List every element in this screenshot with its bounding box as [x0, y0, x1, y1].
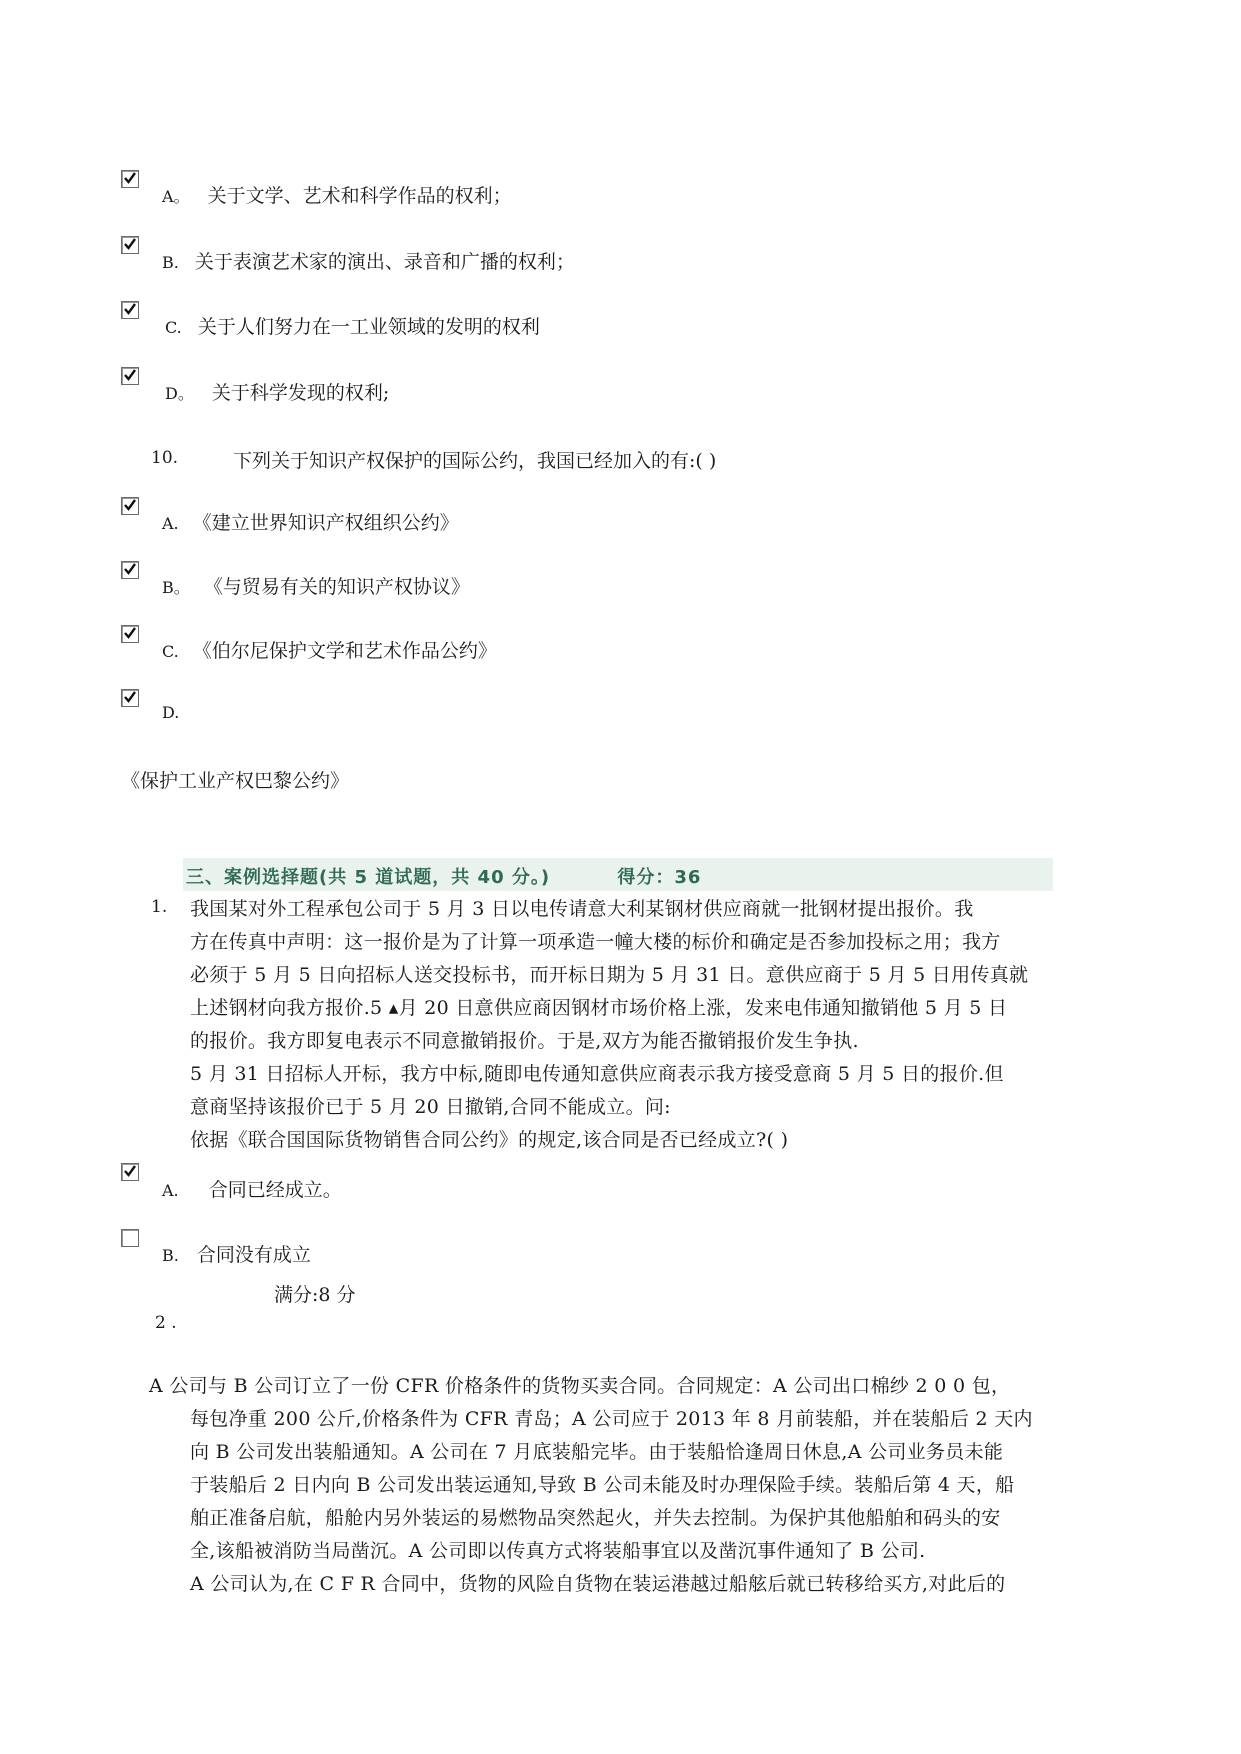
checkbox-option-b[interactable]	[121, 561, 139, 579]
option-d-continuation: 《保护工业产权巴黎公约》	[121, 770, 350, 792]
option-text: 关于表演艺术家的演出、录音和广播的权利；	[194, 251, 575, 273]
case-line: 必须于 5 月 5 日向招标人送交投标书，而开标日期为 5 月 31 日。意供应商于 5 月 5 日用传真就	[190, 964, 1029, 986]
option-letter: A.	[162, 514, 179, 533]
option-b	[162, 572, 470, 599]
option-letter: B.	[162, 253, 179, 272]
case-line: A 公司认为,在 C F R 合同中，货物的风险自货物在装运港越过船舷后就已转移给买方,对此后的	[190, 1573, 1006, 1595]
option-c	[165, 312, 540, 339]
case-line: 依据《联合国国际货物销售合同公约》的规定,该合同是否已经成立?( )	[190, 1129, 789, 1151]
case-line: 5 月 31 日招标人开标，我方中标,随即电传通知意供应商表示我方接受意商 5 月 5 日的报价.但	[190, 1063, 1004, 1085]
option-text: 《与贸易有关的知识产权协议》	[203, 576, 470, 598]
option-a	[162, 181, 512, 208]
option-letter: D.	[162, 703, 180, 722]
case-number: 2 .	[155, 1313, 177, 1333]
case-line: 意商坚持该报价已于 5 月 20 日撤销,合同不能成立。问:	[190, 1096, 671, 1118]
option-a	[162, 1175, 342, 1202]
case-line: 上述钢材向我方报价.5 ▴月 20 日意供应商因钢材市场价格上涨，发来电伟通知撤销他 5 月 5 日	[190, 997, 1008, 1019]
option-letter: C.	[165, 318, 182, 337]
question-text: 下列关于知识产权保护的国际公约，我国已经加入的有:( )	[233, 450, 717, 472]
option-letter: D。	[165, 384, 194, 403]
case-line: 于装船后 2 日内向 B 公司发出装运通知,导致 B 公司未能及时办理保险手续。装船后第 4 天，船	[190, 1474, 1015, 1496]
case-line: A 公司与 B 公司订立了一份 CFR 价格条件的货物买卖合同。合同规定：A 公司出口棉纱 2 0 0 包，	[149, 1375, 1011, 1397]
section-title-text: 三、案例选择题(共 5 道试题，共 40 分。)	[186, 867, 551, 888]
option-text: 关于文学、艺术和科学作品的权利；	[207, 185, 512, 207]
checkbox-option-b[interactable]	[121, 236, 139, 254]
option-text: 关于人们努力在一工业领域的发明的权利	[197, 316, 540, 338]
case-line: 向 B 公司发出装船通知。A 公司在 7 月底装船完毕。由于装船恰逢周日休息,A 公司业务员未能	[190, 1441, 1004, 1463]
case-line: 舶正准备启航，船舱内另外装运的易燃物品突然起火，并失去控制。为保护其他船舶和码头的安	[190, 1507, 1001, 1529]
case-line: 的报价。我方即复电表示不同意撤销报价。于是,双方为能否撤销报价发生争执.	[190, 1030, 859, 1052]
option-d	[165, 378, 389, 405]
section-score: 得分：36	[617, 867, 702, 888]
checkbox-option-c[interactable]	[121, 301, 139, 319]
checkbox-option-c[interactable]	[121, 625, 139, 643]
option-letter: C.	[162, 642, 179, 661]
option-c	[162, 636, 497, 663]
option-letter: A.	[162, 1181, 179, 1200]
option-text: 《建立世界知识产权组织公约》	[192, 512, 459, 534]
case-line: 方在传真中声明：这一报价是为了计算一项承造一幢大楼的标价和确定是否参加投标之用；我方	[190, 931, 1001, 953]
option-letter: B.	[162, 1246, 179, 1265]
case-line: 全,该船被消防当局凿沉。A 公司即以传真方式将装船事宜以及凿沉事件通知了 B 公司.	[190, 1540, 926, 1562]
option-text: 合同已经成立。	[208, 1179, 342, 1201]
option-letter: B。	[162, 578, 190, 597]
checkbox-option-b[interactable]	[121, 1229, 139, 1247]
checkbox-option-d[interactable]	[121, 689, 139, 707]
case-number: 1.	[151, 897, 168, 917]
section-title	[186, 863, 701, 889]
case-line: 我国某对外工程承包公司于 5 月 3 日以电传请意大利某钢材供应商就一批钢材提出报价。我	[190, 898, 974, 920]
question-number: 10.	[151, 448, 179, 468]
option-letter: A。	[162, 187, 190, 206]
case-line: 每包净重 200 公斤,价格条件为 CFR 青岛；A 公司应于 2013 年 8 月前装船，并在装船后 2 天内	[190, 1408, 1033, 1430]
option-a	[162, 508, 459, 535]
option-b	[162, 247, 575, 274]
option-text: 关于科学发现的权利;	[211, 382, 390, 404]
option-d	[162, 701, 179, 723]
checkbox-option-d[interactable]	[121, 367, 139, 385]
checkbox-option-a[interactable]	[121, 497, 139, 515]
checkbox-option-a[interactable]	[121, 1163, 139, 1181]
full-score: 满分:8 分	[274, 1284, 356, 1306]
option-text: 《伯尔尼保护文学和艺术作品公约》	[192, 640, 497, 662]
option-b	[162, 1240, 311, 1267]
checkbox-option-a[interactable]	[121, 170, 139, 188]
option-text: 合同没有成立	[196, 1244, 311, 1266]
